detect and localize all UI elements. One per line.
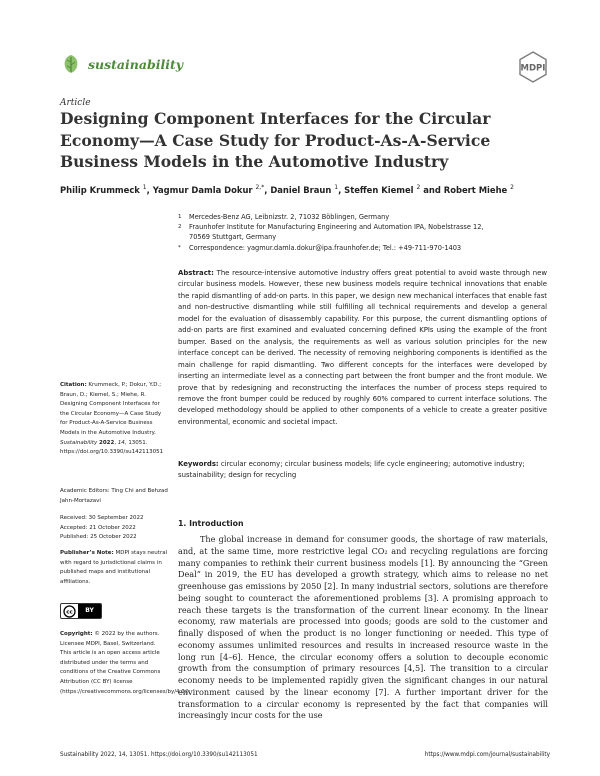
sustainability-leaf-icon [60, 53, 82, 75]
mdpi-hexagon-icon [516, 50, 550, 84]
publisher-note [60, 549, 168, 587]
citation-label: Citation: [60, 382, 87, 388]
citation-journal: Sustainability [60, 439, 98, 446]
affiliation-mark: 1 [178, 214, 182, 220]
copyright-block [60, 630, 191, 697]
abstract-label: Abstract: [178, 269, 214, 277]
affiliation-mark [178, 232, 189, 242]
academic-editors: Academic Editors: Ting Chi and Behzad Jahn-Mortazavi [60, 488, 168, 504]
journal-header [60, 50, 550, 84]
affiliation-row [178, 222, 558, 232]
cc-license-badge[interactable] [60, 603, 168, 619]
publisher-note-text: MDPI stays neutral with regard to jurisdictional claims in published maps and institutional affiliations. [60, 550, 168, 585]
published-date: Published: 25 October 2022 [60, 534, 137, 541]
citation-text: Krummeck, P.; Dokur, Y.D.; Braun, D.; Kiemel, S.; Miehe, R. Designing Component Interfaces for the Circular Economy—A Case Study for Product-As-A-Service Business Models in the Automotive Industry. [60, 382, 162, 436]
article-type: Article [60, 98, 91, 108]
author-name: Philip Krummeck [60, 184, 140, 195]
copyright-text: © 2022 by the authors. Licensee MDPI, Basel, Switzerland. This article is an open access article distributed under the terms and conditions of the Creative Commons Attribution (CC BY) license (https://creativecommons.org/licenses/by/4.0/). [60, 631, 191, 695]
received-date: Received: 30 September 2022 [60, 515, 144, 521]
affiliation-text: Mercedes-Benz AG, Leibnizstr. 2, 71032 Böblingen, Germany [189, 213, 390, 221]
citation-year: 2022 [99, 439, 115, 446]
author-name: Daniel Braun [270, 184, 332, 195]
paper-title: Designing Component Interfaces for the Circular Economy—A Case Study for Product-As-A-Service Business Models in the Automotive Industry [60, 109, 491, 171]
page-footer [60, 752, 550, 758]
keywords-text: circular economy; circular business models; life cycle engineering; automotive industry; sustainability; design for recycling [178, 460, 525, 480]
author-affiliation-mark: 1 [334, 184, 339, 191]
cc-by-label: BY [85, 607, 94, 615]
author-list: Philip Krummeck $^1$, Yagmur Damla Dokur $^{2,*}$, Daniel Braun $^1$, Steffen Kiemel $^2$ and Robert Miehe $^2$ [60, 184, 514, 195]
publication-dates [60, 514, 168, 543]
affiliation-mark: * [178, 244, 181, 251]
abstract [178, 268, 547, 428]
author-affiliation-mark: 2 [510, 184, 514, 191]
correspondence-text: Correspondence: yagmur.damla.dokur@ipa.fraunhofer.de; Tel.: +49-711-970-1403 [189, 243, 462, 252]
footer-citation: Sustainability 2022, 14, 13051. https://doi.org/10.3390/su142113051 [60, 752, 258, 758]
mdpi-logo [516, 50, 550, 88]
author-affiliation-mark: 2 [416, 184, 421, 191]
affiliation-text: 70569 Stuttgart, Germany [189, 233, 277, 242]
journal-name: sustainability [88, 56, 183, 72]
svg-text:MDPI: MDPI [520, 63, 546, 74]
cc-by-icon [60, 603, 102, 619]
affiliations [178, 212, 558, 253]
citation-doi: 13051. https://doi.org/10.3390/su142113051 [60, 439, 164, 456]
journal-logo [60, 53, 183, 75]
accepted-date: Accepted: 21 October 2022 [60, 524, 136, 531]
author-affiliation-mark: 2,* [255, 184, 265, 191]
affiliation-row [178, 232, 558, 242]
citation-volume: 14 [117, 439, 125, 446]
affiliation-row [178, 212, 558, 222]
author-name: Steffen Kiemel [344, 184, 414, 195]
abstract-text: The resource-intensive automotive industry offers great potential to avoid waste through new circular business models. However, these new business models require technical innovations that enable the rapid dismantling of add-on parts. In this paper, we design new mechanical interfaces that enable fast and non-destructive dismantling while still fulfilling all technical requirements and develop a general model for the evaluation of disassembly capability. For this purpose, the current dismantling options of add-on parts are first examined and evaluated concerning defined KPIs using the example of the front bumper. Based on the analysis, the requirements as well as various solution principles for the new interface concept can be derived. The necessity of removing neighboring components is identified as the main challenge for rapid dismantling. Two different concepts for the interfaces were developed by inserting an intermediate level as a connecting part between the front bumper and the front module. We prove that by redesigning and reconstructing the interfaces the number of process steps required to remove the front bumper could be reduced by roughly 60% compared to current interface solutions. The developed methodology should be applied to other components of a vehicle to create a greater positive environmental, economic and societal impact. [178, 269, 547, 426]
copyright-label: Copyright: [60, 631, 93, 637]
correspondence-row [178, 243, 558, 253]
section-heading: 1. Introduction [178, 519, 244, 528]
keywords [178, 459, 548, 482]
author-name: Yagmur Damla Dokur [152, 184, 253, 195]
author-name: Robert Miehe [443, 184, 508, 195]
author-affiliation-mark: 1 [142, 184, 147, 191]
cc-circle-icon [63, 605, 76, 618]
footer-journal-url[interactable]: https://www.mdpi.com/journal/sustainability [424, 752, 550, 758]
publisher-note-label: Publisher’s Note: [60, 550, 114, 556]
keywords-label: Keywords: [178, 460, 219, 468]
citation-block: Citation: Krummeck, P.; Dokur, Y.D.; Braun, D.; Kiemel, S.; Miehe, R. Designing Component Interfaces for the Circular Economy—A Case Study for Product-As-A-Service Business Models in the Automotive Industry. Sustainability 2022, 14, 13051. https://doi.org/10.3390/su142113051 [60, 382, 164, 456]
affiliation-mark: 2 [178, 224, 182, 231]
affiliation-text: Fraunhofer Institute for Manufacturing Engineering and Automation IPA, Nobelstrasse 12, [189, 223, 484, 232]
introduction-paragraph: The global increase in demand for consumer goods, the shortage of raw materials, and, at the same time, more restrictive legal CO₂ and recycling regulations are forcing many companies to rethink their current business models [1]. By announcing the “Green Deal” in 2019, the EU has developed a growth strategy, which aims to release no net greenhouse gas emissions by 2050 [2]. In many industrial sectors, solutions are therefore being sought to counteract the aforementioned problems [3]. A promising approach to reach these targets is the transformation of the current linear economy. In the linear economy, raw materials are processed into goods; goods are sold to the customer and finally disposed of when the product is no longer functioning or needed. This type of economy assumes unlimited resources and results in increased resource waste in the long run [4–6]. Hence, the circular economy offers a solution to decouple economic growth from the consumption of primary resources [4,5]. The transition to a circular economy needs to be implemented rapidly given the significant changes in our natural environment caused by the linear economy [7]. A further important driver for the transformation to a circular economy is represented by the fact that companies will increasingly incur costs for the use [178, 534, 548, 721]
cc-text: cc [66, 609, 73, 616]
